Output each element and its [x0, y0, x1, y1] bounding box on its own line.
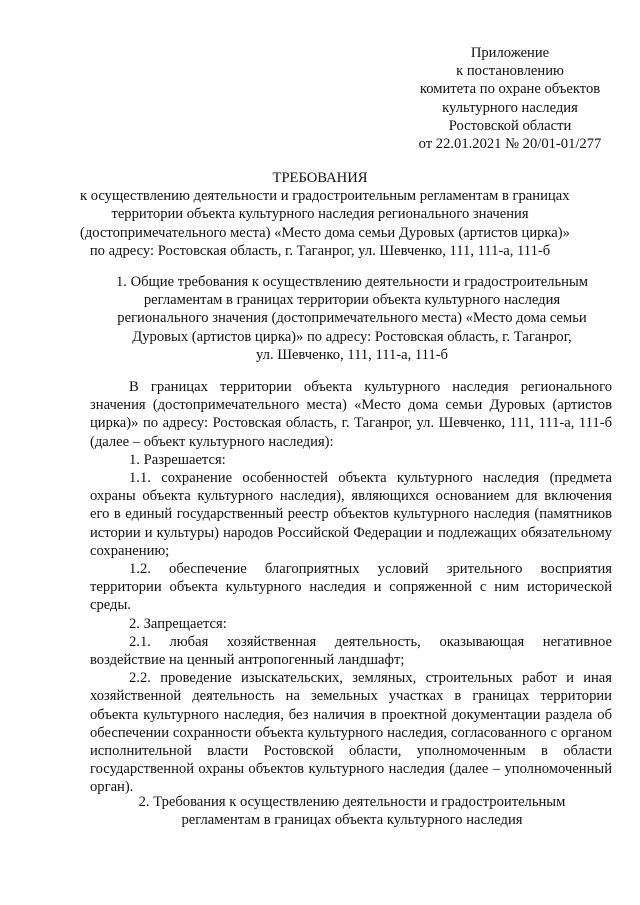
section-1-heading — [96, 273, 608, 364]
section-heading-line: 1. Общие требования к осуществлению деятельности и градостроительным — [115, 274, 589, 290]
appendix-block — [398, 44, 622, 153]
allowed-item-1: 1.1. сохранение особенностей объекта культурного наследия (предмета охраны объекта культурного наследия), являющихся основанием для включения его в единый государственный реестр объектов культурного наследия (памятников истории и культуры) народов Российской Федерации и подлежащих обязательному сохранению; — [90, 470, 612, 559]
document-title — [80, 169, 570, 260]
prohibited-item-1: 2.1. любая хозяйственная деятельность, оказывающая негативное воздействие на ценный антропогенный ландшафт; — [90, 633, 612, 669]
title-heading: ТРЕБОВАНИЯ — [272, 170, 368, 186]
body-text — [90, 378, 612, 797]
section-heading-line: регионального значения (достопримечательного места) «Место дома семьи — [117, 310, 587, 327]
intro-paragraph: В границах территории объекта культурного наследия регионального значения (достопримечательного места) «Место дома семьи Дуровых (артистов цирка)» по адресу: Ростовская область, г. Таганрог, ул. Шевченко, 111, 111-а, 111-б (далее – объект культурного наследия): — [90, 379, 612, 450]
appendix-line: от 22.01.2021 № 20/01-01/277 — [418, 136, 602, 153]
section-heading-line: 2. Требования к осуществлению деятельности и градостроительным — [138, 794, 566, 810]
appendix-line: комитета по охране объектов — [419, 81, 601, 98]
appendix-line: Приложение — [470, 45, 550, 61]
appendix-line: культурного наследия — [442, 99, 578, 116]
title-line: (достопримечательного места) «Место дома семьи Дуровых (артистов цирка)» — [80, 224, 570, 241]
prohibited-item-2: 2.2. проведение изыскательских, земляных, строительных работ и иная хозяйственной деятельность на земельных участках в границах территории объекта культурного наследия, без наличия в проектной документации раздела об обеспечении сохранности объекта культурного наследия, согласованного с органом исполнительной власти Ростовской области, уполномоченным в области государственной охраны объектов культурного наследия (далее – уполномоченный орган). — [90, 670, 612, 796]
section-heading-line: регламентам в границах объекта культурного наследия — [181, 812, 523, 829]
prohibited-heading: 2. Запрещается: — [129, 615, 227, 632]
section-2-heading — [96, 793, 608, 829]
allowed-heading: 1. Разрешается: — [129, 451, 226, 468]
section-heading-line: ул. Шевченко, 111, 111-а, 111-б — [256, 346, 448, 363]
title-line: к осуществлению деятельности и градостроительным регламентам в границах — [80, 188, 570, 205]
appendix-line: к постановлению — [456, 63, 564, 80]
title-line: по адресу: Ростовская область, г. Таганрог, ул. Шевченко, 111, 111-а, 111-б — [89, 242, 551, 259]
title-line: территории объекта культурного наследия регионального значения — [111, 206, 529, 223]
allowed-item-2: 1.2. обеспечение благоприятных условий зрительного восприятия территории объекта культурного наследия и сопряженной с ним исторической среды. — [90, 561, 612, 614]
section-heading-line: Дуровых (артистов цирка)» по адресу: Ростовская область, г. Таганрог, — [132, 328, 572, 345]
appendix-line: Ростовской области — [448, 117, 572, 134]
section-heading-line: регламентам в границах территории объекта культурного наследия — [143, 292, 561, 309]
